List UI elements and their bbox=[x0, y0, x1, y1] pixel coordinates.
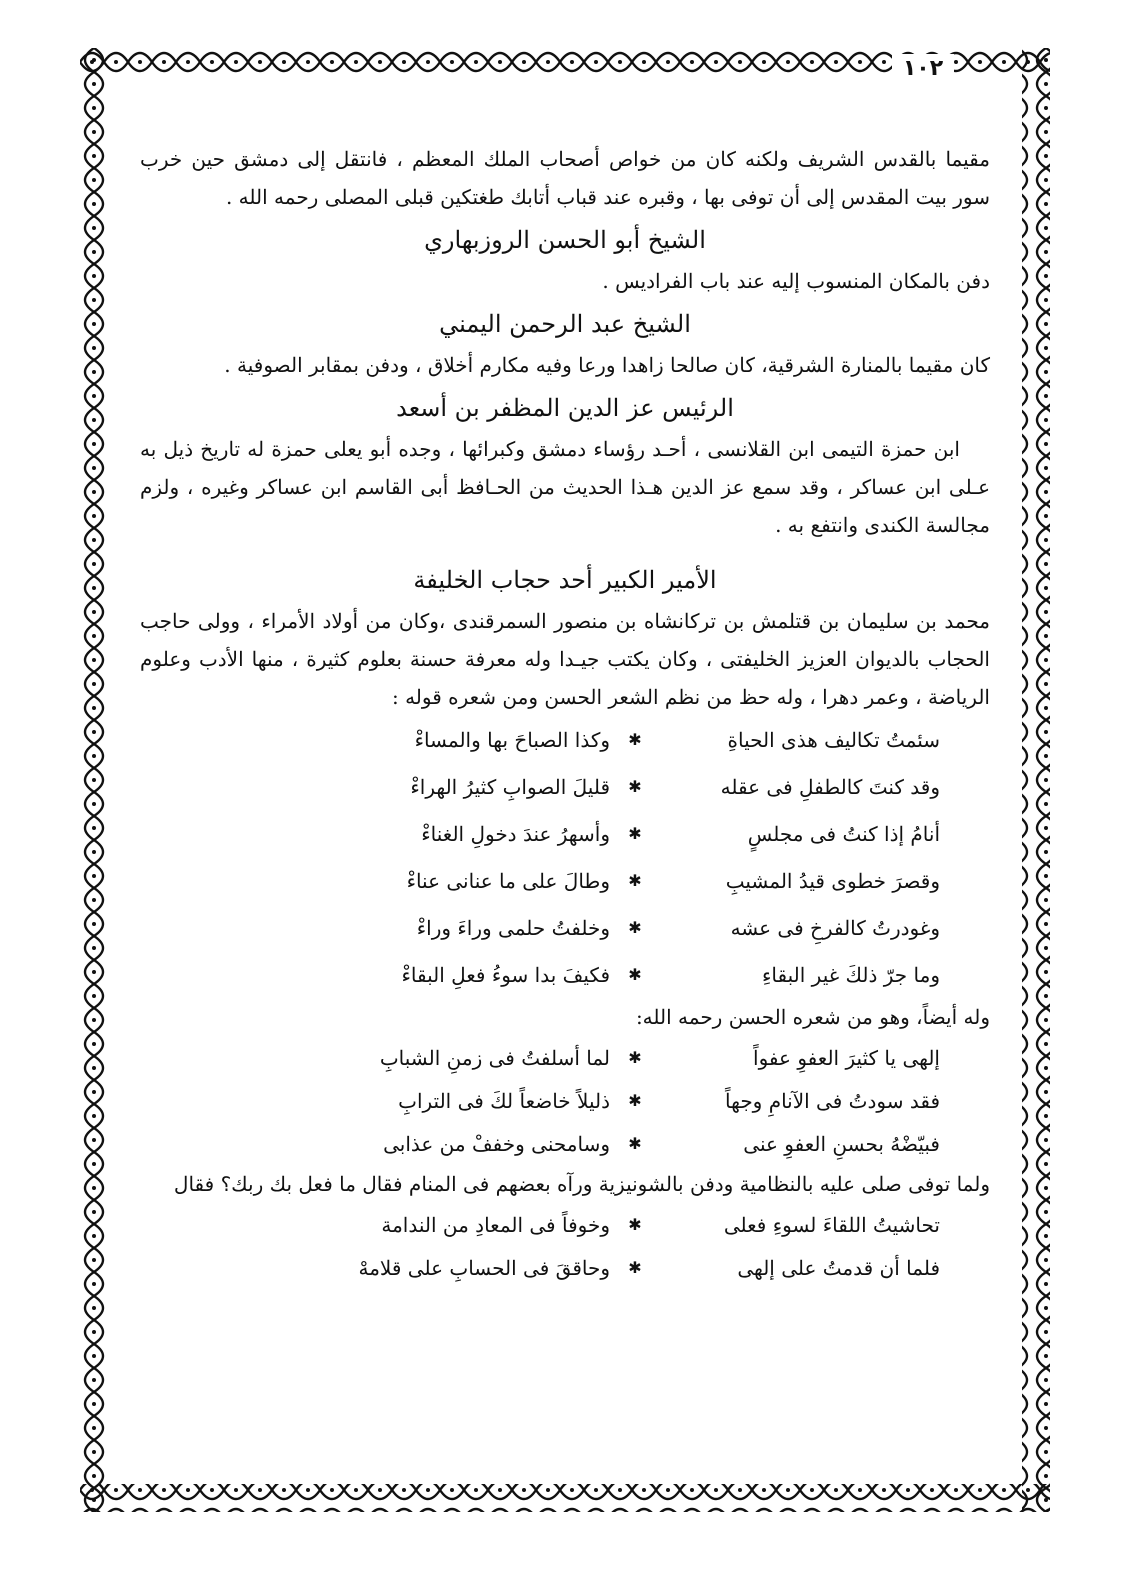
paragraph: دفن بالمكان المنسوب إليه عند باب الفراديس . bbox=[602, 269, 990, 293]
page-number: ١٠٢ bbox=[892, 54, 954, 84]
verse-first-hemistich: تحاشيتُ اللقاءَ لسوءِ فعلى bbox=[723, 1212, 940, 1237]
section-heading: الشيخ أبو الحسن الروزبهاري bbox=[424, 226, 706, 254]
verse-second-hemistich: قليلَ الصوابِ كثيرُ الهراءْ bbox=[410, 774, 610, 799]
verse-separator-icon: ✱ bbox=[628, 1134, 642, 1153]
paragraph: مقيما بالقدس الشريف ولكنه كان من خواص أصحاب الملك المعظم ، فانتقل إلى دمشق حين خرب سور بيت المقدس إلى أن توفى بها ، وقبره عند قباب أتابك طغتكين قبلى المصلى رحمه الله . bbox=[140, 147, 990, 209]
verse-separator-icon: ✱ bbox=[628, 824, 642, 843]
verse-first-hemistich: سئمتُ تكاليف هذى الحياةِ bbox=[727, 727, 940, 752]
verse-separator-icon: ✱ bbox=[628, 1215, 642, 1234]
verse-first-hemistich: وقصرَ خطوى قيدُ المشيبِ bbox=[725, 868, 940, 893]
verse-first-hemistich: أنامُ إذا كنتُ فى مجلسٍ bbox=[747, 821, 940, 846]
poem-verse bbox=[330, 904, 940, 951]
paragraph: محمد بن سليمان بن قتلمش بن تركانشاه بن منصور السمرقندى ،وكان من أولاد الأمراء ، وولى حاجب الحجاب بالديوان العزيز الخليفتى ، وكان يكتب جيـدا وله معرفة حسنة بعلوم كثيرة ، منها الأدب وعلوم الرياضة ، وعمر دهرا ، وله حظ من نظم الشعر الحسن ومن شعره قوله : bbox=[140, 609, 990, 709]
poem-verse bbox=[330, 1246, 940, 1289]
verse-second-hemistich: وكذا الصباحَ بها والمساءْ bbox=[414, 727, 610, 752]
section-heading: الشيخ عبد الرحمن اليمني bbox=[439, 310, 691, 338]
verse-separator-icon: ✱ bbox=[628, 1091, 642, 1110]
paragraph: كان مقيما بالمنارة الشرقية، كان صالحا زاهدا ورعا وفيه مكارم أخلاق ، ودفن بمقابر الصوفية . bbox=[224, 353, 990, 377]
verse-second-hemistich: وأسهرُ عندَ دخولِ الغناءْ bbox=[421, 821, 610, 846]
poem bbox=[330, 716, 940, 998]
verse-second-hemistich: ذليلاً خاضعاً لكَ فى الترابِ bbox=[398, 1088, 610, 1113]
verse-second-hemistich: وسامحنى وخففْ من عذابى bbox=[383, 1131, 610, 1156]
verse-first-hemistich: فبيّضْهُ بحسنِ العفوِ عنى bbox=[743, 1131, 940, 1156]
verse-second-hemistich: وخوفاً فى المعادِ من الندامة bbox=[381, 1212, 610, 1237]
verse-separator-icon: ✱ bbox=[628, 918, 642, 937]
verse-first-hemistich: فلما أن قدمتُ على إلهى bbox=[737, 1255, 940, 1280]
verse-second-hemistich: وحاققَ فى الحسابِ على قلامهْ bbox=[358, 1255, 610, 1280]
verse-second-hemistich: وخلفتُ حلمى وراءَ وراءْ bbox=[416, 915, 610, 940]
verse-separator-icon: ✱ bbox=[628, 871, 642, 890]
poem-verse bbox=[330, 1079, 940, 1122]
poem-verse bbox=[330, 951, 940, 998]
verse-separator-icon: ✱ bbox=[628, 730, 642, 749]
verse-first-hemistich: وقد كنتَ كالطفلِ فى عقله bbox=[720, 774, 940, 799]
verse-separator-icon: ✱ bbox=[628, 777, 642, 796]
verse-second-hemistich: فكيفَ بدا سوءُ فعلِ البقاءْ bbox=[401, 962, 610, 987]
poem-verse bbox=[330, 716, 940, 763]
verse-first-hemistich: وغودرتُ كالفرخِ فى عشه bbox=[730, 915, 940, 940]
paragraph: وله أيضاً، وهو من شعره الحسن رحمه الله: bbox=[635, 1005, 990, 1029]
paragraph: ولما توفى صلى عليه بالنظامية ودفن بالشونيزية ورآه بعضهم فى المنام فقال ما فعل بك ربك؟ فقال bbox=[173, 1172, 990, 1196]
poem-verse bbox=[330, 857, 940, 904]
verse-separator-icon: ✱ bbox=[628, 1048, 642, 1067]
poem-verse bbox=[330, 763, 940, 810]
poem bbox=[330, 1203, 940, 1289]
paragraph: ابن حمزة التيمى ابن القلانسى ، أحـد رؤساء دمشق وكبرائها ، وجده أبو يعلى حمزة له تاريخ ذيل به عـلى ابن عساكر ، وقد سمع عز الدين هـذا الحديث من الحـافظ أبى القاسم ابن عساكر وغيره ، ولزم مجالسة الكندى وانتفع به . bbox=[140, 437, 991, 537]
verse-second-hemistich: لما أسلفتُ فى زمنِ الشبابِ bbox=[379, 1045, 610, 1070]
page-body bbox=[140, 140, 990, 1289]
verse-separator-icon: ✱ bbox=[628, 965, 642, 984]
verse-first-hemistich: وما جرّ ذلكَ غير البقاءِ bbox=[762, 962, 940, 987]
poem-verse bbox=[330, 1122, 940, 1165]
section-heading: الرئيس عز الدين المظفر بن أسعد bbox=[396, 394, 734, 422]
poem bbox=[330, 1036, 940, 1165]
verse-first-hemistich: إلهى يا كثيرَ العفوِ عفواً bbox=[753, 1045, 940, 1070]
poem-verse bbox=[330, 810, 940, 857]
verse-separator-icon: ✱ bbox=[628, 1258, 642, 1277]
poem-verse bbox=[330, 1036, 940, 1079]
verse-second-hemistich: وطالَ على ما عنانى عناءْ bbox=[406, 868, 610, 893]
section-heading: الأمير الكبير أحد حجاب الخليفة bbox=[413, 566, 717, 594]
poem-verse bbox=[330, 1203, 940, 1246]
verse-first-hemistich: فقد سودتُ فى الآنامِ وجهاً bbox=[725, 1088, 940, 1113]
